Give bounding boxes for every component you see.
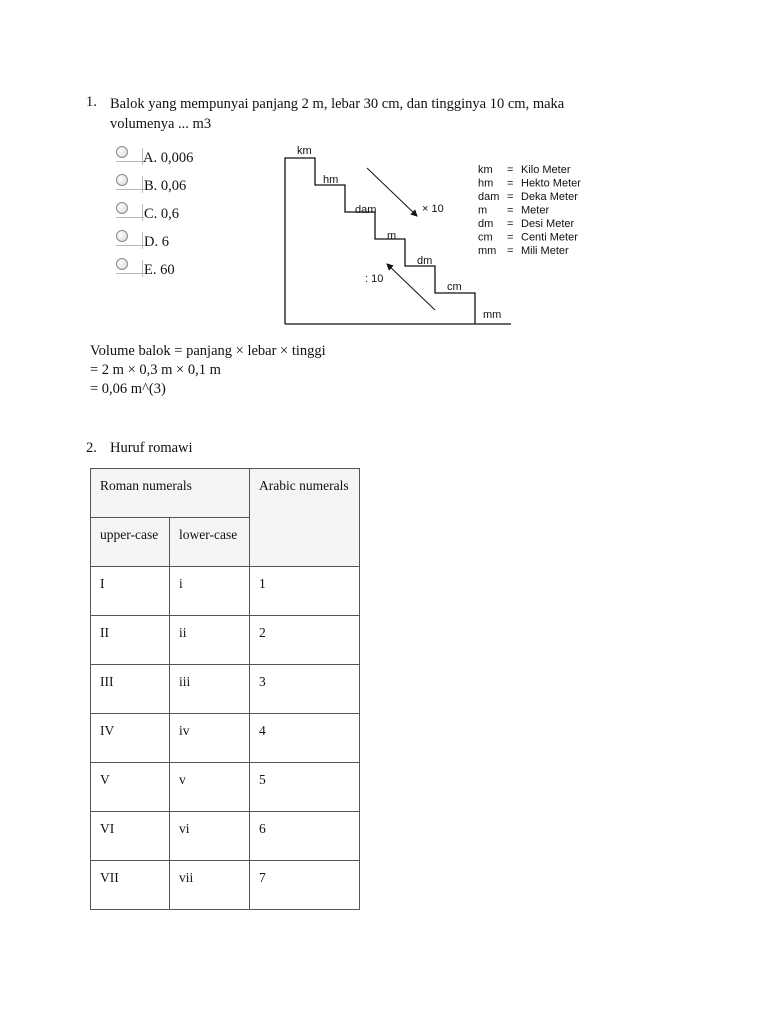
table-row: [91, 861, 360, 910]
calculation-line: Volume balok = panjang × lebar × tinggi: [90, 343, 326, 359]
upper-case-cell: VI: [91, 812, 170, 861]
radio-button-icon[interactable]: [116, 146, 128, 158]
arabic-cell: 2: [250, 616, 360, 665]
legend-equals: =: [507, 164, 514, 176]
multiply-label: × 10: [422, 203, 444, 215]
roman-numerals-table: [90, 468, 360, 910]
radio-button-icon[interactable]: [116, 258, 128, 270]
lower-case-cell: v: [170, 763, 250, 812]
option-underline: [116, 273, 144, 274]
step-label-hm: hm: [323, 174, 339, 186]
calculation-line: = 0,06 m^(3): [90, 381, 166, 397]
header-lower-case: lower-case: [170, 518, 250, 567]
step-label-dm: dm: [417, 255, 433, 267]
lower-case-cell: ii: [170, 616, 250, 665]
option-divider: [142, 260, 143, 277]
radio-button-icon[interactable]: [116, 174, 128, 186]
legend-abbr: dam: [478, 191, 500, 203]
upper-case-cell: III: [91, 665, 170, 714]
lower-case-cell: vii: [170, 861, 250, 910]
option-underline: [116, 245, 144, 246]
arabic-cell: 1: [250, 567, 360, 616]
radio-button-icon[interactable]: [116, 230, 128, 242]
option-c[interactable]: [116, 201, 216, 229]
legend-equals: =: [507, 218, 514, 230]
option-divider: [142, 232, 143, 249]
header-arabic-numerals: Arabic numerals: [250, 469, 360, 567]
question-2-text: Huruf romawi: [110, 440, 193, 456]
option-label: B. 0,06: [144, 178, 187, 194]
legend-equals: =: [507, 231, 514, 244]
legend-name: Centi Meter: [521, 231, 578, 244]
option-label: C. 0,6: [144, 206, 180, 222]
option-underline: [116, 217, 144, 218]
table-row: [91, 714, 360, 763]
question-1-text: Balok yang mempunyai panjang 2 m, lebar 30 cm, dan tingginya 10 cm, maka volumenya ... m3: [110, 96, 565, 132]
legend-abbr: cm: [478, 231, 493, 244]
lower-case-cell: i: [170, 567, 250, 616]
question-2-number: 2.: [86, 440, 97, 456]
header-upper-case: upper-case: [91, 518, 170, 567]
length-unit-staircase-diagram: [275, 138, 605, 330]
calculation-block: [90, 342, 326, 399]
answer-options: [116, 145, 216, 285]
option-underline: [116, 189, 144, 190]
legend-abbr: mm: [478, 245, 497, 257]
option-underline: [116, 161, 144, 162]
divide-label: : 10: [365, 273, 384, 285]
legend-abbr: m: [478, 204, 488, 217]
arabic-cell: 3: [250, 665, 360, 714]
legend-equals: =: [507, 177, 514, 190]
option-divider: [142, 176, 143, 193]
step-label-mm: mm: [483, 309, 502, 321]
legend-equals: =: [507, 245, 514, 257]
upper-case-cell: I: [91, 567, 170, 616]
legend-name: Desi Meter: [521, 218, 575, 230]
step-label-m: m: [387, 230, 397, 242]
option-a[interactable]: [116, 145, 216, 173]
step-label-cm: cm: [447, 281, 462, 293]
lower-case-cell: iv: [170, 714, 250, 763]
table-header-row: [91, 469, 360, 518]
arabic-cell: 5: [250, 763, 360, 812]
arabic-cell: 4: [250, 714, 360, 763]
divide-arrow: [387, 264, 435, 310]
legend-abbr: hm: [478, 177, 494, 190]
upper-case-cell: V: [91, 763, 170, 812]
lower-case-cell: vi: [170, 812, 250, 861]
legend-name: Hekto Meter: [521, 177, 581, 190]
table-row: [91, 616, 360, 665]
legend-abbr: dm: [478, 218, 494, 230]
option-d[interactable]: [116, 229, 216, 257]
table-row: [91, 567, 360, 616]
staircase-outline: [285, 158, 475, 324]
legend-name: Meter: [521, 204, 550, 217]
legend-equals: =: [507, 204, 514, 217]
header-roman-numerals: Roman numerals: [91, 469, 250, 518]
upper-case-cell: IV: [91, 714, 170, 763]
upper-case-cell: VII: [91, 861, 170, 910]
legend-abbr: km: [478, 164, 493, 176]
table-row: [91, 763, 360, 812]
option-label: E. 60: [144, 262, 175, 278]
step-label-dam: dam: [355, 204, 377, 216]
option-divider: [142, 204, 143, 221]
question-1-number: 1.: [86, 94, 97, 110]
arabic-cell: 7: [250, 861, 360, 910]
arabic-cell: 6: [250, 812, 360, 861]
legend-name: Mili Meter: [521, 245, 569, 257]
legend-name: Deka Meter: [521, 191, 578, 203]
option-label: A. 0,006: [143, 150, 194, 166]
table-row: [91, 665, 360, 714]
legend-name: Kilo Meter: [521, 164, 571, 176]
lower-case-cell: iii: [170, 665, 250, 714]
calculation-line: = 2 m × 0,3 m × 0,1 m: [90, 362, 221, 378]
legend-equals: =: [507, 191, 514, 203]
option-b[interactable]: [116, 173, 216, 201]
option-label: D. 6: [144, 234, 169, 250]
option-e[interactable]: [116, 257, 216, 285]
table-row: [91, 812, 360, 861]
unit-legend: [478, 164, 581, 257]
upper-case-cell: II: [91, 616, 170, 665]
radio-button-icon[interactable]: [116, 202, 128, 214]
step-label-km: km: [297, 145, 312, 157]
